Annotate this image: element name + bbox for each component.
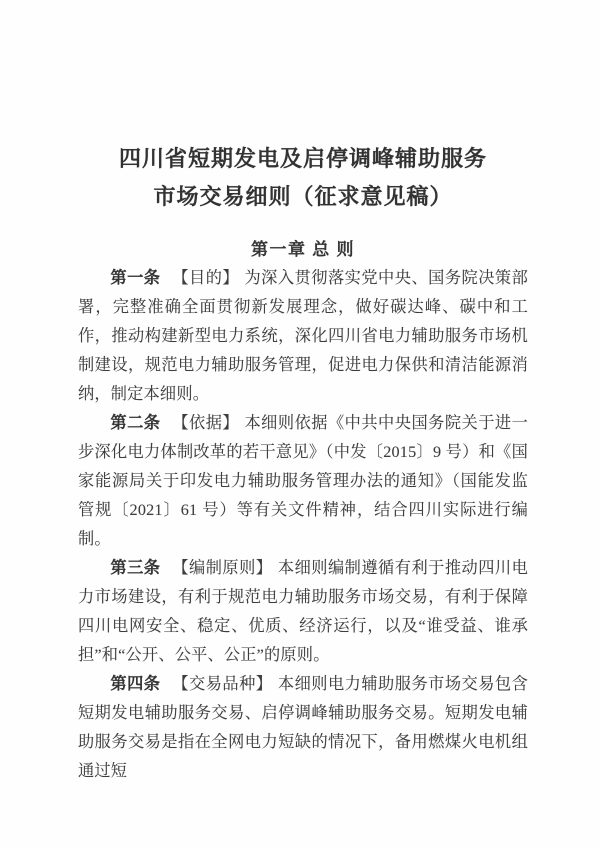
article-3-number: 第三条 bbox=[110, 559, 161, 577]
article-4-body: 本细则电力辅助服务市场交易包含短期发电辅助服务交易、启停调峰辅助服务交易。短期发电辅助服务交易是指在全网电力短缺的情况下，备用燃煤火电机组通过短 bbox=[78, 675, 529, 780]
article-2-paragraph bbox=[78, 409, 528, 554]
document-title-line-1: 四川省短期发电及启停调峰辅助服务 bbox=[118, 146, 487, 171]
article-4-tag: 【交易品种】 bbox=[172, 675, 273, 693]
document-title-line-2: 市场交易细则（征求意见稿） bbox=[153, 184, 453, 209]
article-3-tag: 【编制原则】 bbox=[172, 559, 273, 577]
article-1-body: 为深入贯彻落实党中央、国务院决策部署，完整准确全面贯彻新发展理念，做好碳达峰、碳中和工作，推动构建新型电力系统，深化四川省电力辅助服务市场机制建设，规范电力辅助服务管理，促进电力保供和清洁能源消纳，制定本细则。 bbox=[78, 269, 529, 403]
article-1-tag: 【目的】 bbox=[172, 269, 240, 287]
article-2-tag: 【依据】 bbox=[172, 414, 240, 432]
chapter-heading: 第一章 总 则 bbox=[251, 240, 355, 259]
article-4-number: 第四条 bbox=[110, 675, 161, 693]
article-4-paragraph bbox=[78, 670, 528, 786]
article-1-paragraph bbox=[78, 264, 528, 409]
article-3-paragraph bbox=[78, 554, 528, 670]
article-3-body: 本细则编制遵循有利于推动四川电力市场建设，有利于规范电力辅助服务市场交易，有利于保障四川电网安全、稳定、优质、经济运行，以及“谁受益、谁承担”和“公开、公平、公正”的原则。 bbox=[78, 559, 529, 664]
document-title bbox=[78, 140, 528, 216]
article-2-number: 第二条 bbox=[110, 414, 161, 432]
article-2-body: 本细则依据《中共中央国务院关于进一步深化电力体制改革的若干意见》（中发〔2015〕9 号）和《国家能源局关于印发电力辅助服务管理办法的通知》（国能发监管规〔2021〕61 号）等有关文件精神，结合四川实际进行编制。 bbox=[78, 414, 529, 548]
article-1-number: 第一条 bbox=[110, 269, 161, 287]
